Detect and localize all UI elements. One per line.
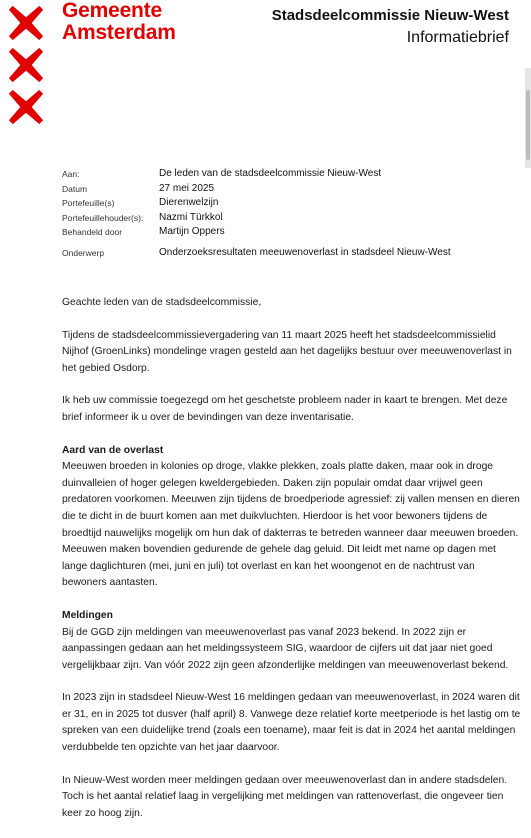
andrew-cross-icon	[7, 4, 45, 42]
paragraph: In 2023 zijn in stadsdeel Nieuw-West 16 meldingen gedaan van meeuwenoverlast, in 2024 waren dit er 31, en in 2025 tot dusver (half april) 8. Vanwege deze relatief korte meetperiode is het lastig om te spreken van een duidelijke trend (zoals een toename), maar feit is dat in 2024 het aantal meldingen verdubbelde ten opzichte van het jaar daarvoor.	[62, 692, 521, 754]
meta-row-datum	[62, 182, 502, 197]
letter-body	[62, 295, 522, 838]
paragraph: Tijdens de stadsdeelcommissievergadering van 11 maart 2025 heeft het stadsdeelcommissielid Nijhof (GroenLinks) mondelinge vragen gesteld aan het dagelijks bestuur over meeuwenoverlast in het gebied Osdorp.	[62, 329, 512, 374]
scrollbar-thumb[interactable]	[526, 90, 530, 160]
meta-row-portefeuillehouder	[62, 211, 502, 226]
meta-value: Martijn Oppers	[159, 226, 225, 237]
meta-row-behandeld	[62, 225, 502, 240]
meta-value: Nazmi Türkkol	[159, 211, 223, 223]
paragraph: Meeuwen broeden in kolonies op droge, vlakke plekken, zoals platte daken, maar ook in droge duinvalleien of hoger gelegen kweldergebieden. Daken zijn populair omdat daar vrijwel geen predatoren voorkomen. Meeuwen zijn tijdens de broedperiode agressief: zij vallen mensen en dieren die te dicht in de buurt komen aan met duikvluchten. Hierdoor is het voor bewoners tijdens de broedtijd nauwelijks mogelijk om hun dak of dakterras te betreden wanneer daar meeuwen broeden. Meeuwen maken bovendien gedurende de gehele dag geluid. Dit leidt met name op dagen met lange daglichturen (mei, juni en juli) tot overlast en kan het woongenot en de nachtrust van bewoners aantasten.	[62, 461, 520, 589]
andrew-cross-icon	[7, 46, 45, 84]
meta-value: Onderzoeksresultaten meeuwenoverlast in stadsdeel Nieuw-West	[159, 246, 451, 258]
meta-label: Behandeld door	[62, 227, 123, 237]
letter-metadata	[62, 167, 502, 260]
document-header	[272, 6, 509, 49]
meta-row-aan	[62, 167, 502, 182]
org-name-line2: Amsterdam	[62, 21, 176, 44]
meta-row-portefeuille	[62, 196, 502, 211]
meta-label: Aan:	[62, 169, 80, 179]
section-heading: Meldingen	[62, 609, 113, 621]
meta-value: De leden van de stadsdeelcommissie Nieuw-West	[159, 168, 382, 179]
meta-value: 27 mei 2025	[159, 182, 215, 194]
paragraph: Bij de GGD zijn meldingen van meeuwenoverlast pas vanaf 2023 bekend. In 2022 zijn er aanpassingen gedaan aan het meldingssysteem SIG, waardoor de cijfers uit dat jaar niet goed vergelijkbaar zijn. Van vóór 2022 zijn geen afzonderlijke meldingen van meeuwenoverlast bekend.	[62, 626, 509, 671]
meta-row-onderwerp	[62, 246, 502, 261]
meta-label: Onderwerp	[62, 247, 105, 258]
commission-name: Stadsdeelcommissie Nieuw-West	[271, 7, 509, 24]
org-name-line1: Gemeente	[62, 0, 162, 22]
andrew-cross-icon	[7, 88, 45, 126]
paragraph: Ik heb uw commissie toegezegd om het geschetste probleem nader in kaart te brengen. Met deze brief informeer ik u over de bevindingen van deze inventarisatie.	[62, 395, 508, 423]
paragraph: In Nieuw-West worden meer meldingen gedaan over meeuwenoverlast dan in andere stadsdelen. Toch is het aantal relatief laag in vergelijking met meldingen van rattenoverlast, die ongeveer tien keer zo hoog zijn.	[62, 774, 508, 819]
meta-label: Portefeuillehouder(s):	[62, 212, 144, 223]
document-type: Informatiebrief	[406, 29, 509, 46]
salutation: Geachte leden van de stadsdeelcommissie,	[62, 297, 262, 308]
meta-label: Datum	[62, 183, 88, 194]
meta-value: Dierenwelzijn	[159, 197, 219, 208]
section-heading: Aard van de overlast	[62, 444, 164, 456]
org-name	[62, 0, 176, 44]
meta-label: Portefeuille(s)	[62, 198, 115, 208]
